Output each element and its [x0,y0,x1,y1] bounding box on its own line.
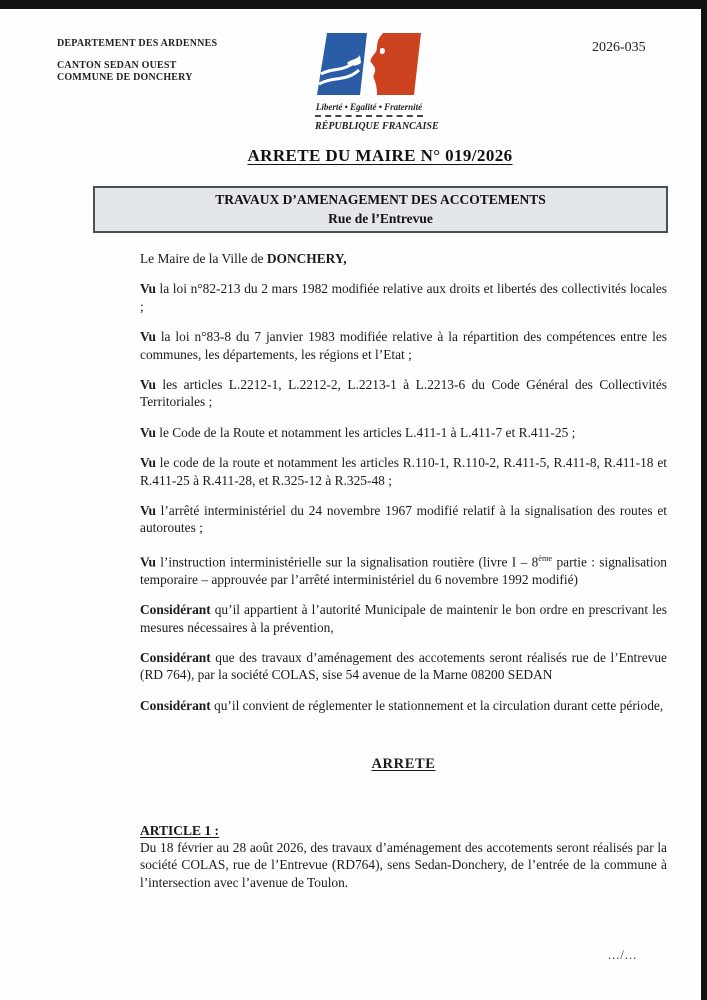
intro-prefix: Le Maire de la Ville de [140,251,267,266]
scan-artifact-right-edge [701,0,707,1000]
considerant-clause: Considérant qu’il convient de réglementer le stationnement et la circulation durant cette période, [140,697,664,713]
subject-line-2: Rue de l’Entrevue [328,211,433,226]
logo-motto: Liberté • Egalité • Fraternité [315,102,423,112]
header-administrative-block [57,38,217,83]
page-continuation-mark: .../... [608,948,638,962]
decree-reference-number: 2026-035 [592,40,646,55]
article-1-text: Du 18 février au 28 août 2026, des travaux d’aménagement des accotements seront réalisés par la société COLAS, rue de l’Entrevue (RD764), sens Sedan-Donchery, de l’entrée de la commune à l’intersection avec l’avenue de Toulon. [140,840,667,890]
decree-title: ARRETE DU MAIRE N° 019/2026 [247,146,513,165]
commune-label: COMMUNE DE DONCHERY [57,72,193,83]
vu-clause: Vu l’arrêté interministériel du 24 novembre 1967 modifié relatif à la signalisation des routes et autoroutes ; [140,503,667,536]
scan-artifact-top-edge [0,0,707,9]
logo-divider [315,115,423,117]
vu-clause: Vu les articles L.2212-1, L.2212-2, L.2213-1 à L.2213-6 du Code Général des Collectivités Territoriales ; [140,377,667,410]
decree-body [140,250,667,904]
considerant-clause: Considérant que des travaux d’aménagement des accotements seront réalisés rue de l’Entrevue (RD 764), par la société COLAS, sise 54 avenue de la Marne 08200 SEDAN [140,649,667,683]
considerant-clause: Considérant qu’il appartient à l’autorité Municipale de maintenir le bon ordre en prescrivant les mesures nécessaires à la prévention, [140,602,667,635]
superscript-eme: ème [538,553,553,563]
subject-line-1: TRAVAUX D’AMENAGEMENT DES ACCOTEMENTS [215,192,546,207]
intro-paragraph [140,250,667,267]
logo-republic-label: RÉPUBLIQUE FRANCAISE [315,121,439,132]
vu-clause: Vu le code de la route et notamment les articles R.110-1, R.110-2, R.411-5, R.411-8, R.411-18 et R.411-25 à R.411-28, et R.325-12 à R.325-48 ; [140,455,667,488]
arrete-heading: ARRETE [371,756,436,773]
subject-box [93,186,668,233]
vu-clause: Vu le Code de la Route et notamment les articles L.411-1 à L.411-7 et R.411-25 ; [140,424,576,440]
canton-label: CANTON SEDAN OUEST [57,60,177,71]
vu-instruction-clause: Vu l’instruction interministérielle sur la signalisation routière (livre I – 8ème partie : signalisation temporaire – approuvée par l’arrêté interministériel du 6 novembre 1992 modifié) [140,553,667,587]
marianne-logo-icon [317,33,421,95]
vu-clause: Vu la loi n°83-8 du 7 janvier 1983 modifiée relative à la répartition des compétences entre les communes, les départements, les régions et l’Etat ; [140,329,667,362]
vu-clause: Vu la loi n°82-213 du 2 mars 1982 modifiée relative aux droits et libertés des collectivités locales ; [140,281,667,314]
departement-label: DEPARTEMENT DES ARDENNES [57,38,218,49]
republique-francaise-logo [315,33,439,132]
intro-commune-name: DONCHERY, [266,251,347,266]
article-1-title: ARTICLE 1 : [140,822,220,838]
